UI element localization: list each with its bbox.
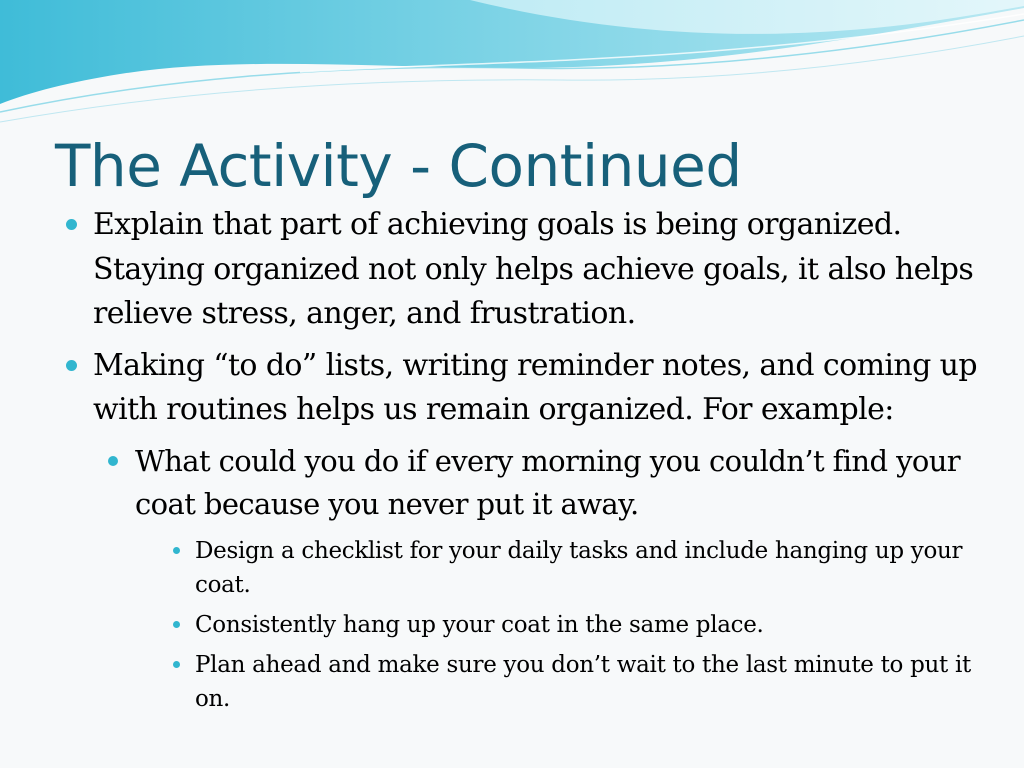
wave-banner: [0, 0, 1024, 130]
sub-sub-bullet-item: [171, 608, 990, 642]
slide-title: The Activity - Continued: [55, 132, 742, 200]
sub-sub-bullet-item: [171, 648, 990, 716]
bullet-text: Design a checklist for your daily tasks and include hanging up your coat.: [195, 537, 963, 598]
bullet-dot-icon: [173, 621, 180, 628]
bullet-list: [60, 203, 990, 722]
bullet-dot-icon: [66, 360, 77, 371]
bullet-dot-icon: [173, 661, 180, 668]
bullet-dot-icon: [173, 547, 180, 554]
sub-sub-bullet-item: [171, 534, 990, 602]
bullet-text: Plan ahead and make sure you don’t wait to the last minute to put it on.: [195, 651, 971, 712]
bullet-text: Making “to do” lists, writing reminder notes, and coming up with routines helps us remain organized. For example:: [93, 347, 977, 427]
bullet-dot-icon: [108, 456, 118, 466]
bullet-dot-icon: [66, 219, 77, 230]
bullet-text: What could you do if every morning you couldn’t find your coat because you never put it away.: [135, 443, 961, 521]
bullet-item: [60, 203, 990, 337]
bullet-item: [60, 344, 990, 433]
bullet-text: Consistently hang up your coat in the same place.: [195, 611, 764, 638]
bullet-text: Explain that part of achieving goals is being organized. Staying organized not only helps achieve goals, it also helps relieve stress, anger, and frustration.: [93, 207, 974, 331]
sub-bullet-item: [102, 440, 990, 526]
